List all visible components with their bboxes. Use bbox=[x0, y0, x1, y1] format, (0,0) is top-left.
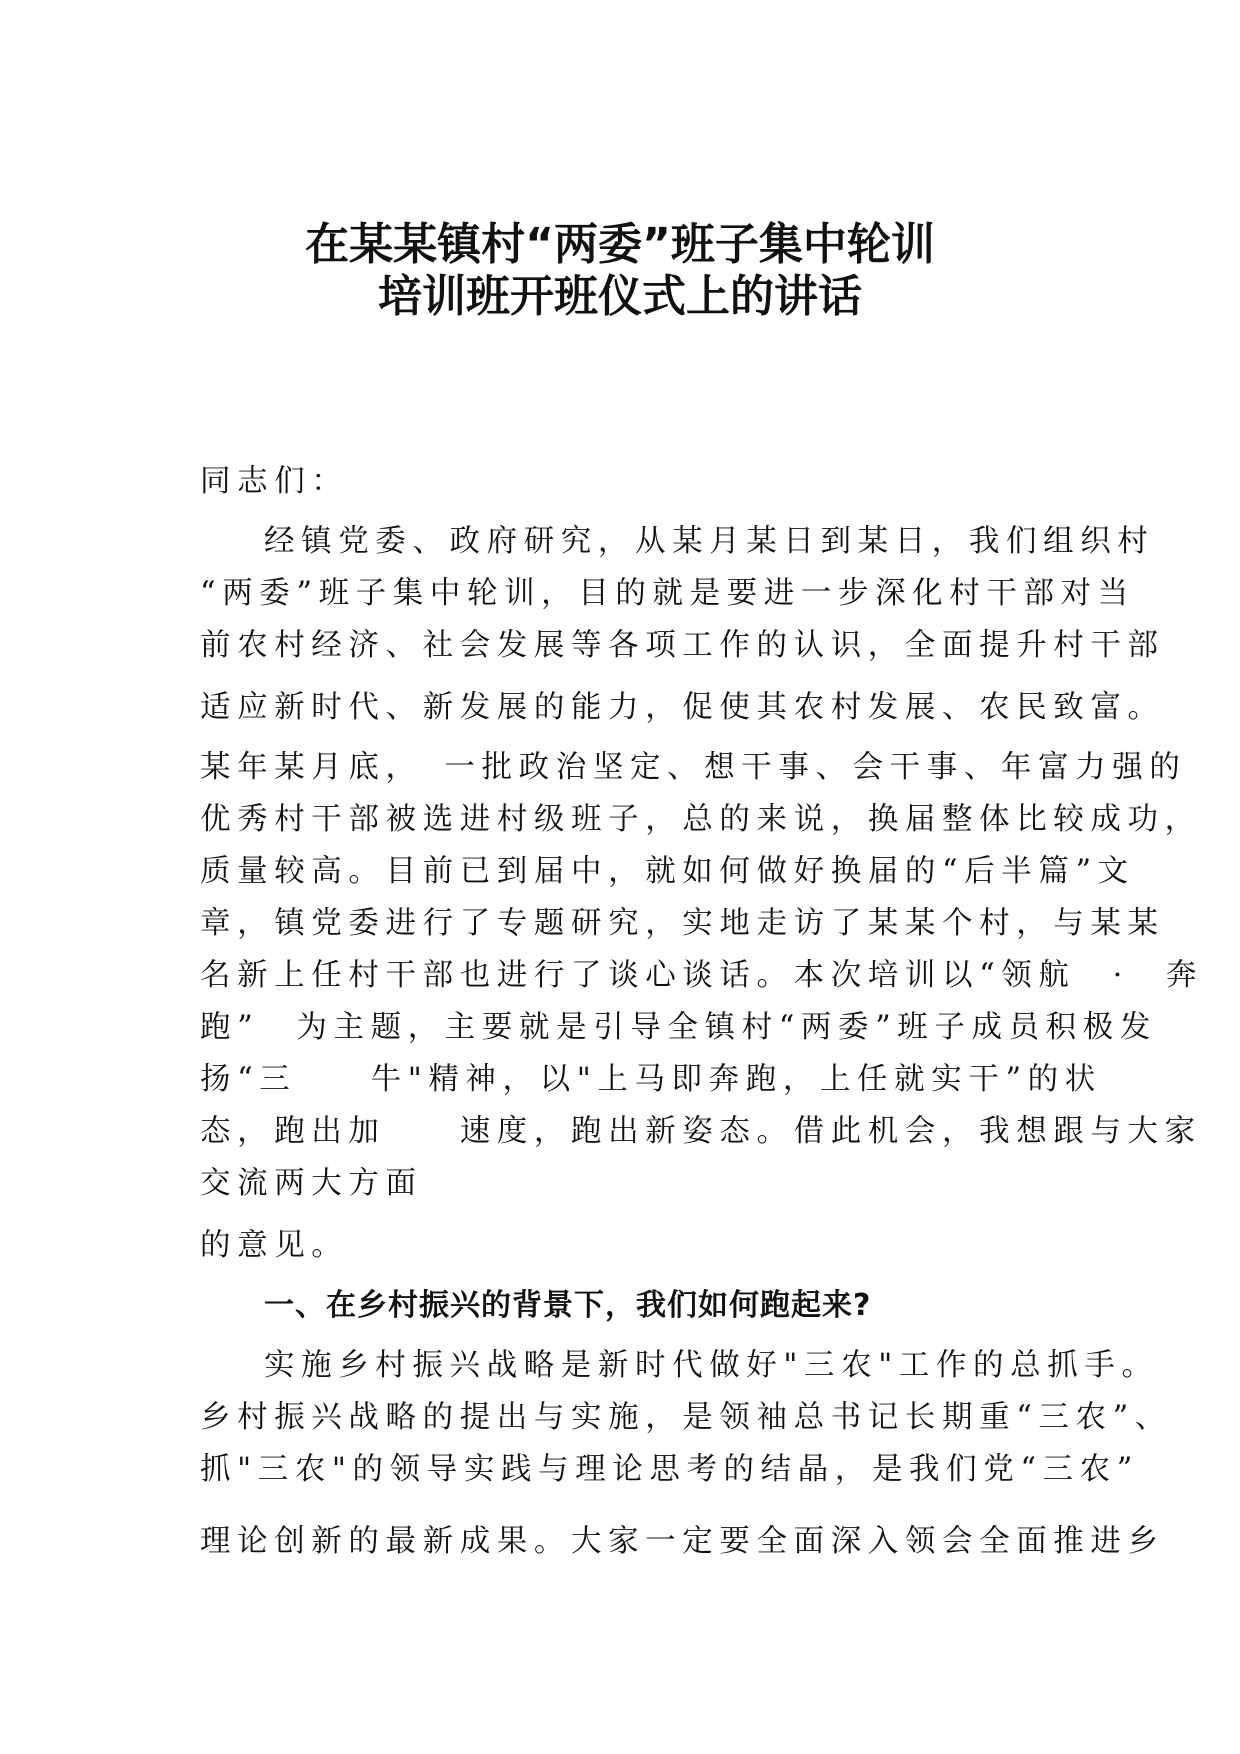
salutation: 同志们： bbox=[200, 464, 349, 499]
paragraph-line: 抓"三农"的领导实践与理论思考的结晶，是我们党“三农” bbox=[200, 1452, 1139, 1487]
paragraph-line: 的意见。 bbox=[200, 1228, 349, 1263]
document-title-line-1: 在某某镇村“两委”班子集中轮训 bbox=[305, 219, 935, 270]
paragraph-line: 优秀村干部被选进村级班子，总的来说，换届整体比较成功， bbox=[200, 802, 1202, 837]
section-heading: 一、在乡村振兴的背景下，我们如何跑起来? bbox=[264, 1288, 872, 1323]
paragraph-line: “两委”班子集中轮训，目的就是要进一步深化村干部对当 bbox=[200, 576, 1135, 611]
paragraph-line: 态，跑出加 速度，跑出新姿态。借此机会，我想跟与大家 bbox=[200, 1114, 1202, 1149]
paragraph-line: 质量较高。目前已到届中，就如何做好换届的“后半篇”文 bbox=[200, 854, 1135, 889]
paragraph-line: 某年某月底， 一批政治坚定、想干事、会干事、年富力强的 bbox=[200, 750, 1187, 785]
paragraph-line: 跑” 为主题，主要就是引导全镇村“两委”班子成员积极发 bbox=[200, 1010, 1157, 1045]
paragraph-line: 经镇党委、政府研究，从某月某日到某日，我们组织村 bbox=[264, 524, 1155, 559]
paragraph-line: 前农村经济、社会发展等各项工作的认识，全面提升村干部 bbox=[200, 628, 1165, 663]
paragraph-line: 扬“三 牛"精神，以"上马即奔跑，上任就实干”的状 bbox=[200, 1062, 1102, 1097]
paragraph-line: 实施乡村振兴战略是新时代做好"三农"工作的总抓手。 bbox=[264, 1348, 1159, 1383]
paragraph-line: 章，镇党委进行了专题研究，实地走访了某某个村，与某某 bbox=[200, 906, 1165, 941]
paragraph-line: 乡村振兴战略的提出与实施，是领袖总书记长期重“三农”、 bbox=[200, 1400, 1172, 1435]
paragraph-line: 交流两大方面 bbox=[200, 1166, 423, 1201]
paragraph-line: 适应新时代、新发展的能力，促使其农村发展、农民致富。 bbox=[200, 690, 1165, 725]
paragraph-line: 名新上任村干部也进行了谈心谈话。本次培训以“领航 · 奔 bbox=[200, 958, 1204, 993]
document-title-line-2: 培训班开班仪式上的讲话 bbox=[378, 271, 862, 322]
paragraph-line: 理论创新的最新成果。大家一定要全面深入领会全面推进乡 bbox=[200, 1524, 1165, 1559]
